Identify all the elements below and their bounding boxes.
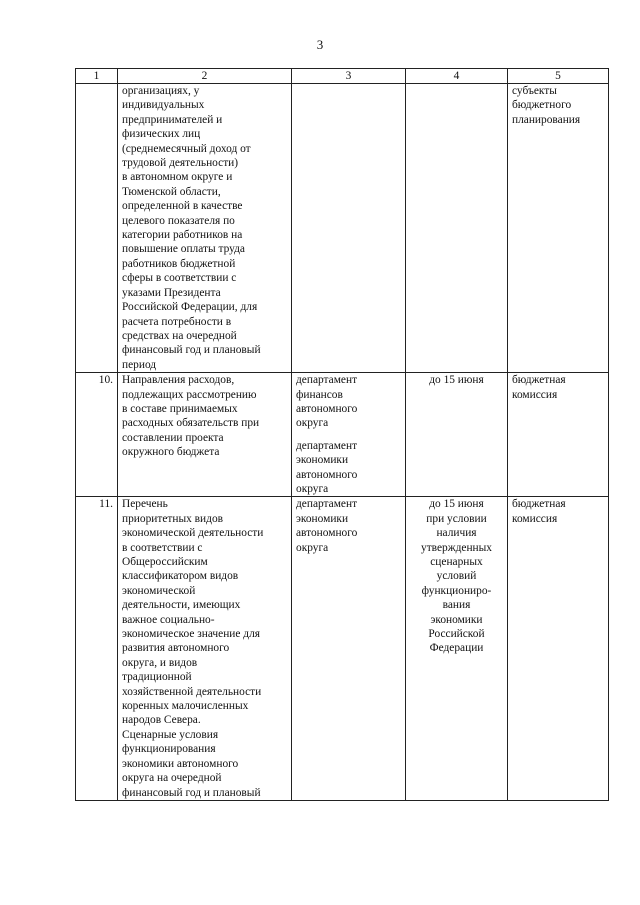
row-deadline [406,373,508,497]
row-description-line: предпринимателей и [122,113,223,126]
row-responsible [292,84,406,373]
row-description-line: индивидуальных [122,99,205,112]
row-deadline-line: наличия [436,527,477,540]
row-description-line: указами Президента [122,286,221,299]
row-responsible-line: департамент [296,498,358,511]
row-responsible-line: экономики [296,512,349,525]
row-responsible-line: округа [296,482,329,495]
row-responsible-line: автономного [296,468,358,481]
column-header: 2 [118,69,292,84]
row-description-line: традиционной [122,671,192,684]
row-recipient-line: субъекты [512,85,557,97]
row-description-line: целевого показателя по [122,214,235,227]
page-number: 3 [316,37,324,52]
row-description-line: окружного бюджета [122,446,220,459]
row-description-line: Направления расходов, [122,374,235,387]
row-description-line: в автономном округе и [122,171,233,184]
row-description-line: в составе принимаемых [122,402,238,415]
row-responsible [292,497,406,801]
row-deadline-line: функциониро- [421,584,492,597]
row-description-line: расходных обязательств при [122,417,260,430]
row-responsible-line: экономики [296,454,349,467]
row-description-line: Общероссийским [122,556,208,568]
row-deadline [406,497,508,801]
row-deadline-line: при условии [426,512,487,525]
row-description-line: экономическое значение для [122,628,261,641]
row-description-line: составлении проекта [122,431,224,444]
row-responsible-line: автономного [296,527,358,540]
row-description-line: экономической [122,584,196,597]
row-description-line: трудовой деятельности) [122,157,239,170]
row-number: 10. [76,373,118,497]
row-description-line: функционирования [122,743,216,756]
row-description-line: Российской Федерации, для [122,301,258,314]
row-description [118,84,292,373]
row-deadline-line: условий [436,570,477,583]
row-recipient-line: бюджетная [512,498,566,511]
row-description-line: коренных малочисленных [122,700,249,713]
column-header: 1 [76,69,118,84]
row-description-line: подлежащих рассмотрению [122,388,257,401]
row-description-line: экономической деятельности [122,527,264,540]
plan-table [75,68,609,801]
row-description-line: приоритетных видов [122,512,224,525]
row-responsible-line: департамент [296,439,358,452]
row-description-line: категории работников на [122,229,243,242]
row-description-line: Сценарные условия [122,728,219,741]
row-description [118,373,292,497]
row-description-line: хозяйственной деятельности [122,685,262,698]
row-deadline-line: экономики [430,613,483,626]
column-header: 4 [406,69,508,84]
row-responsible [292,373,406,497]
row-description-line: физических лиц [122,128,201,141]
row-description-line: (среднемесячный доход от [122,142,251,155]
table-row [76,373,609,497]
row-description-line: деятельности, имеющих [122,599,241,612]
row-recipient-line: бюджетного [512,99,572,112]
row-recipient-line: планирования [512,113,581,126]
row-responsible-line: округа [296,417,329,430]
row-description-line: экономики автономного [122,757,239,770]
row-deadline-line: до 15 июня [429,374,484,387]
row-number [76,84,118,373]
row-recipient [508,373,609,497]
column-header: 5 [508,69,609,84]
row-deadline-line: сценарных [430,556,483,568]
row-recipient [508,84,609,373]
row-description-line: повышение оплаты труда [122,243,245,256]
row-description-line: финансовый год и плановый [122,344,261,357]
row-deadline-line: Федерации [429,642,484,655]
table-header-row [76,69,609,84]
row-recipient-line: комиссия [512,512,558,525]
row-description-line: сферы в соответствии с [122,272,237,285]
row-deadline-line: Российской [428,628,485,641]
row-responsible-line: автономного [296,402,358,415]
row-description-line: финансовый год и плановый [122,786,261,799]
row-deadline-line: вания [442,599,471,612]
row-description-line: расчета потребности в [122,315,232,328]
row-description-line: организациях, у [122,85,200,97]
row-recipient-line: комиссия [512,388,558,401]
row-deadline-line: до 15 июня [429,498,484,511]
column-header: 3 [292,69,406,84]
row-description-line: народов Севера. [122,714,201,727]
row-description-line: работников бюджетной [122,257,236,270]
row-description [118,497,292,801]
row-description-line: Тюменской области, [122,185,221,198]
row-description-line: развития автономного [122,642,230,655]
row-description-line: период [122,358,157,371]
row-responsible-line [296,431,401,439]
row-deadline [406,84,508,373]
row-recipient-line: бюджетная [512,374,566,387]
table-row [76,497,609,801]
row-description-line: Перечень [122,498,168,511]
table-row [76,84,609,373]
row-responsible-line: финансов [296,388,343,401]
row-description-line: в соответствии с [122,541,203,554]
row-description-line: важное социально- [122,613,215,626]
row-description-line: классификатором видов [122,570,239,583]
row-recipient [508,497,609,801]
row-deadline-line: утвержденных [421,541,492,554]
row-responsible-line: департамент [296,374,358,387]
row-description-line: округа на очередной [122,772,222,785]
row-description-line: определенной в качестве [122,200,243,213]
row-responsible-line: округа [296,541,329,554]
row-number: 11. [76,497,118,801]
row-description-line: средствах на очередной [122,329,237,342]
row-description-line: округа, и видов [122,656,198,669]
